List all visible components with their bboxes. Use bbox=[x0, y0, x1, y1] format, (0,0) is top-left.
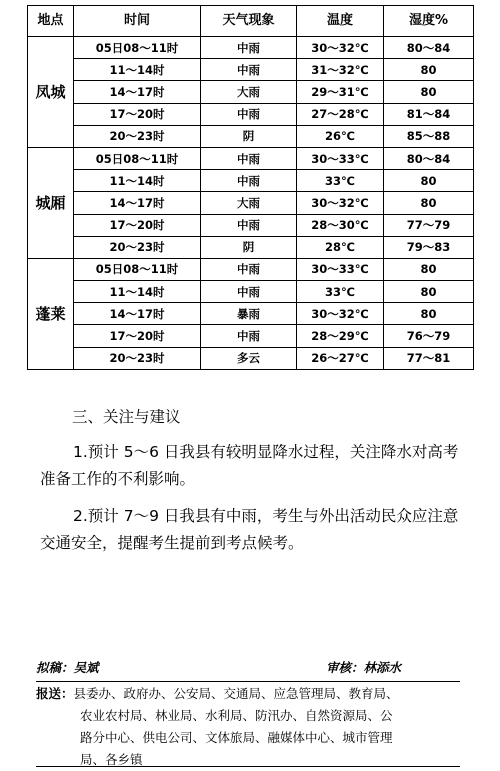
humidity-cell: 76～79 bbox=[384, 325, 474, 347]
humidity-cell: 77～79 bbox=[384, 214, 474, 236]
humidity-cell: 80 bbox=[384, 192, 474, 214]
temperature-cell: 26℃ bbox=[297, 125, 384, 147]
weather-cell: 阴 bbox=[201, 125, 297, 147]
temperature-cell: 33℃ bbox=[297, 281, 384, 303]
header-weather: 天气现象 bbox=[201, 6, 297, 37]
advice-paragraph-2: 2.预计 7～9 日我县有中雨，考生与外出活动民众应注意交通安全，提醒考生提前到考点候考。 bbox=[40, 507, 459, 552]
drafter-label: 拟稿：吴斌 bbox=[36, 660, 99, 675]
temperature-cell: 28～30℃ bbox=[297, 214, 384, 236]
table-row bbox=[28, 214, 474, 236]
temperature-cell: 28℃ bbox=[297, 236, 384, 258]
humidity-cell: 80 bbox=[384, 170, 474, 192]
place-cell: 凤城 bbox=[28, 37, 74, 148]
temperature-cell: 30～32℃ bbox=[297, 303, 384, 325]
weather-cell: 大雨 bbox=[201, 192, 297, 214]
humidity-cell: 80 bbox=[384, 258, 474, 280]
humidity-cell: 77～81 bbox=[384, 347, 474, 369]
time-cell: 20～23时 bbox=[74, 236, 201, 258]
table-row bbox=[28, 236, 474, 258]
distribution-line: 农业农村局、林业局、水利局、防汛办、自然资源局、公 bbox=[80, 708, 393, 723]
distribution-line: 局、各乡镇 bbox=[80, 752, 143, 767]
weather-cell: 暴雨 bbox=[201, 303, 297, 325]
weather-cell: 中雨 bbox=[201, 258, 297, 280]
weather-cell: 中雨 bbox=[201, 325, 297, 347]
weather-cell: 中雨 bbox=[201, 147, 297, 169]
reviewer-label: 审核：林添水 bbox=[326, 660, 402, 675]
place-cell: 城厢 bbox=[28, 147, 74, 258]
time-cell: 11～14时 bbox=[74, 170, 201, 192]
time-cell: 05日08～11时 bbox=[74, 258, 201, 280]
footer-divider-bottom bbox=[36, 766, 460, 767]
weather-cell: 中雨 bbox=[201, 281, 297, 303]
table-row bbox=[28, 281, 474, 303]
distribution-line: 路分中心、供电公司、文体旅局、融媒体中心、城市管理 bbox=[80, 730, 393, 745]
weather-cell: 中雨 bbox=[201, 170, 297, 192]
humidity-cell: 80～84 bbox=[384, 147, 474, 169]
humidity-cell: 79～83 bbox=[384, 236, 474, 258]
time-cell: 11～14时 bbox=[74, 59, 201, 81]
time-cell: 20～23时 bbox=[74, 125, 201, 147]
temperature-cell: 30～33℃ bbox=[297, 258, 384, 280]
temperature-cell: 30～32℃ bbox=[297, 192, 384, 214]
time-cell: 14～17时 bbox=[74, 81, 201, 103]
weather-cell: 阴 bbox=[201, 236, 297, 258]
humidity-cell: 80～84 bbox=[384, 37, 474, 59]
distribution-line: 县委办、政府办、公安局、交通局、应急管理局、教育局、 bbox=[73, 686, 399, 701]
header-place: 地点 bbox=[28, 6, 74, 37]
advice-paragraph-1: 1.预计 5～6 日我县有较明显降水过程，关注降水对高考准备工作的不利影响。 bbox=[40, 443, 459, 488]
header-humidity: 湿度% bbox=[384, 6, 474, 37]
weather-cell: 中雨 bbox=[201, 103, 297, 125]
table-row bbox=[28, 347, 474, 369]
table-row bbox=[28, 59, 474, 81]
table-row bbox=[28, 147, 474, 169]
place-cell: 蓬莱 bbox=[28, 258, 74, 369]
temperature-cell: 26～27℃ bbox=[297, 347, 384, 369]
header-temperature: 温度 bbox=[297, 6, 384, 37]
time-cell: 05日08～11时 bbox=[74, 147, 201, 169]
header-time: 时间 bbox=[74, 6, 201, 37]
time-cell: 14～17时 bbox=[74, 303, 201, 325]
temperature-cell: 28～29℃ bbox=[297, 325, 384, 347]
table-header-row bbox=[28, 6, 474, 37]
time-cell: 14～17时 bbox=[74, 192, 201, 214]
humidity-cell: 85～88 bbox=[384, 125, 474, 147]
temperature-cell: 29～31℃ bbox=[297, 81, 384, 103]
table-row bbox=[28, 81, 474, 103]
temperature-cell: 30～32℃ bbox=[297, 37, 384, 59]
weather-cell: 中雨 bbox=[201, 37, 297, 59]
weather-forecast-table bbox=[27, 5, 474, 370]
footer-divider-top bbox=[36, 681, 460, 682]
weather-cell: 大雨 bbox=[201, 81, 297, 103]
weather-cell: 中雨 bbox=[201, 59, 297, 81]
table-row bbox=[28, 258, 474, 280]
temperature-cell: 30～33℃ bbox=[297, 147, 384, 169]
table-row bbox=[28, 325, 474, 347]
weather-cell: 多云 bbox=[201, 347, 297, 369]
table-row bbox=[28, 103, 474, 125]
table-row bbox=[28, 170, 474, 192]
humidity-cell: 80 bbox=[384, 281, 474, 303]
time-cell: 17～20时 bbox=[74, 214, 201, 236]
humidity-cell: 80 bbox=[384, 59, 474, 81]
distribution-list bbox=[36, 683, 466, 771]
distribution-label: 报送： bbox=[36, 686, 74, 701]
temperature-cell: 33℃ bbox=[297, 170, 384, 192]
time-cell: 17～20时 bbox=[74, 325, 201, 347]
time-cell: 05日08～11时 bbox=[74, 37, 201, 59]
weather-cell: 中雨 bbox=[201, 214, 297, 236]
time-cell: 20～23时 bbox=[74, 347, 201, 369]
time-cell: 17～20时 bbox=[74, 103, 201, 125]
humidity-cell: 80 bbox=[384, 81, 474, 103]
table-row bbox=[28, 125, 474, 147]
temperature-cell: 31～32℃ bbox=[297, 59, 384, 81]
table-row bbox=[28, 37, 474, 59]
table-row bbox=[28, 192, 474, 214]
temperature-cell: 27～28℃ bbox=[297, 103, 384, 125]
humidity-cell: 80 bbox=[384, 303, 474, 325]
time-cell: 11～14时 bbox=[74, 281, 201, 303]
section-title: 三、关注与建议 bbox=[72, 408, 181, 426]
table-row bbox=[28, 303, 474, 325]
humidity-cell: 81～84 bbox=[384, 103, 474, 125]
